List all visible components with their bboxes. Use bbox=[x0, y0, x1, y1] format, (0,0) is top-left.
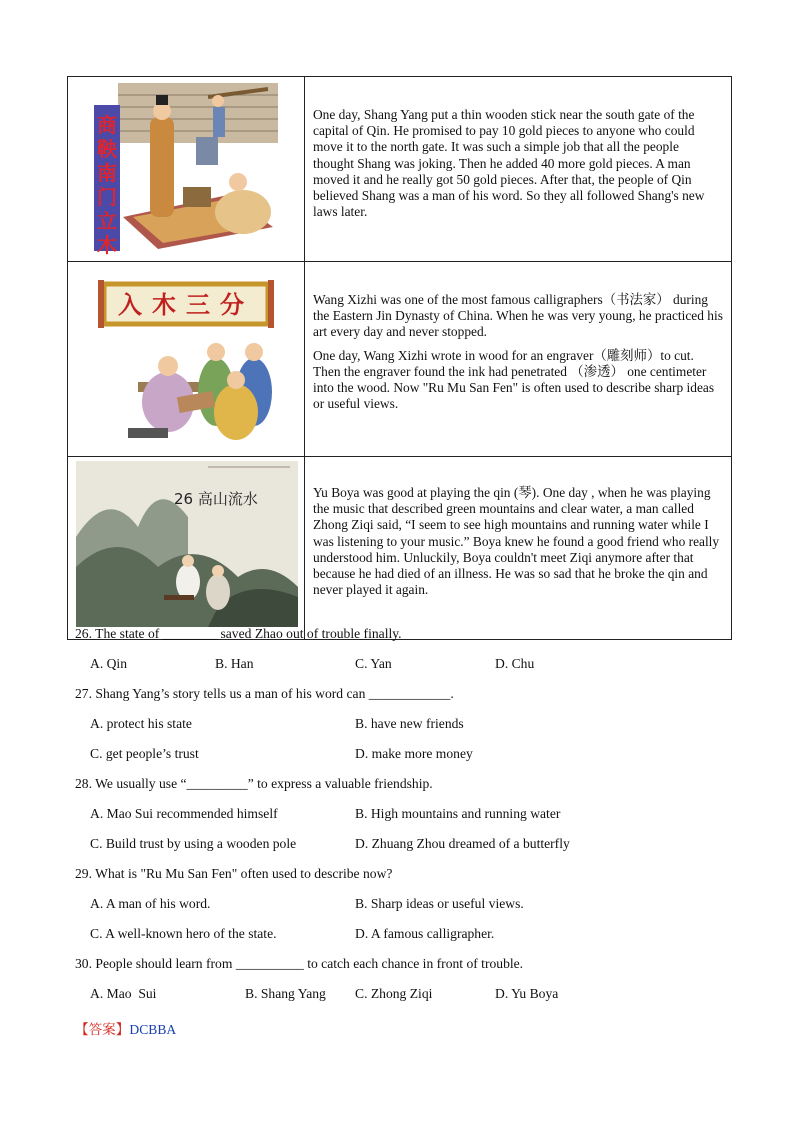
question-stem: 29. What is "Ru Mu San Fen" often used to describe now? bbox=[75, 866, 393, 881]
shang-yang-caption: 商鞅南门立木 bbox=[97, 113, 117, 255]
question-stem: 30. People should learn from __________ to catch each chance in front of trouble. bbox=[75, 956, 524, 971]
story-text-cell bbox=[305, 457, 732, 640]
option-d: D. make more money bbox=[355, 746, 473, 761]
option-c: C. A well-known hero of the state. bbox=[90, 926, 277, 941]
story-text-cell bbox=[305, 77, 732, 262]
answer-value: DCBBA bbox=[129, 1022, 177, 1037]
question-options bbox=[75, 986, 755, 1016]
option-b: B. Han bbox=[215, 656, 254, 671]
option-c: C. Build trust by using a wooden pole bbox=[90, 836, 297, 851]
story-table bbox=[67, 76, 732, 640]
story-paragraph: One day, Shang Yang put a thin wooden stick near the south gate of the capital of Qin. He promised to pay 10 gold pieces to anyone who could move it to the north gate. It was such a simple job that all the people thought Shang was joking. Then he added 40 more gold pieces. A man moved it and he really got 50 gold pieces. After that, the people of Qin believed Shang was a man of his word. So they all followed Shang's new laws later. bbox=[313, 107, 705, 220]
story-row-wang-xizhi bbox=[68, 262, 732, 457]
story-paragraph: One day, Wang Xizhi wrote in wood for an engraver（雕刻师）to cut. Then the engraver found the ink had penetrated （渗透） one centimeter into the wood. Now "Ru Mu San Fen" is often used to describe sharp ideas or useful views. bbox=[313, 347, 715, 412]
story-text-cell bbox=[305, 262, 732, 457]
question-options bbox=[75, 896, 755, 926]
option-a: A. protect his state bbox=[90, 716, 192, 731]
option-a: A. Mao Sui recommended himself bbox=[90, 806, 278, 821]
answer-label: 【答案】 bbox=[75, 1022, 130, 1037]
question-list bbox=[75, 626, 755, 1038]
option-a: A. Qin bbox=[90, 656, 128, 671]
option-b: B. Sharp ideas or useful views. bbox=[355, 896, 524, 911]
question-options bbox=[75, 836, 755, 866]
question-options bbox=[75, 806, 755, 836]
option-c: C. Zhong Ziqi bbox=[355, 986, 433, 1001]
story-paragraph: Yu Boya was good at playing the qin (琴). One day , when he was playing the music that described green mountains and clear water, a man called Zhong Ziqi said, “I seem to see high mountains and running water while I was listening to your music.” Boya knew he found a good friend who really understood him. Unluckily, Boya couldn't meet Ziqi anymore after that because he had died of an illness. He was so sad that he broke the qin and never played it again. bbox=[313, 485, 720, 598]
option-b: B. High mountains and running water bbox=[355, 806, 561, 821]
option-d: D. Yu Boya bbox=[495, 986, 559, 1001]
yu-boya-illustration bbox=[68, 457, 304, 633]
story-image-cell bbox=[68, 262, 305, 457]
answer-line bbox=[75, 1018, 755, 1038]
question-stem: 28. We usually use “_________” to express a valuable friendship. bbox=[75, 776, 433, 791]
story-image-cell bbox=[68, 457, 305, 640]
option-b: B. have new friends bbox=[355, 716, 464, 731]
question-options bbox=[75, 926, 755, 956]
story-row-yu-boya bbox=[68, 457, 732, 640]
wang-xizhi-illustration bbox=[68, 262, 304, 450]
yu-boya-caption: 26 高山流水 bbox=[174, 490, 258, 508]
question-stem: 27. Shang Yang’s story tells us a man of his word can ____________. bbox=[75, 686, 454, 701]
option-a: A. A man of his word. bbox=[90, 896, 211, 911]
question-options bbox=[75, 746, 755, 776]
option-d: D. Chu bbox=[495, 656, 535, 671]
shang-yang-illustration bbox=[68, 77, 304, 255]
option-d: D. A famous calligrapher. bbox=[355, 926, 495, 941]
option-d: D. Zhuang Zhou dreamed of a butterfly bbox=[355, 836, 570, 851]
wang-xizhi-caption: 入木三分 bbox=[118, 291, 254, 319]
option-b: B. Shang Yang bbox=[245, 986, 326, 1001]
story-row-shang-yang bbox=[68, 77, 732, 262]
story-image-cell bbox=[68, 77, 305, 262]
option-c: C. Yan bbox=[355, 656, 392, 671]
question-stem: 26. The state of ________ saved Zhao out of trouble finally. bbox=[75, 626, 402, 641]
story-paragraph: Wang Xizhi was one of the most famous calligraphers（书法家） during the Eastern Jin Dynasty of China. When he was very young, he practiced his art every day and never stopped. bbox=[313, 292, 723, 340]
option-a: A. Mao Sui bbox=[90, 986, 157, 1001]
option-c: C. get people’s trust bbox=[90, 746, 199, 761]
question-options bbox=[75, 716, 755, 746]
question-options bbox=[75, 656, 755, 686]
